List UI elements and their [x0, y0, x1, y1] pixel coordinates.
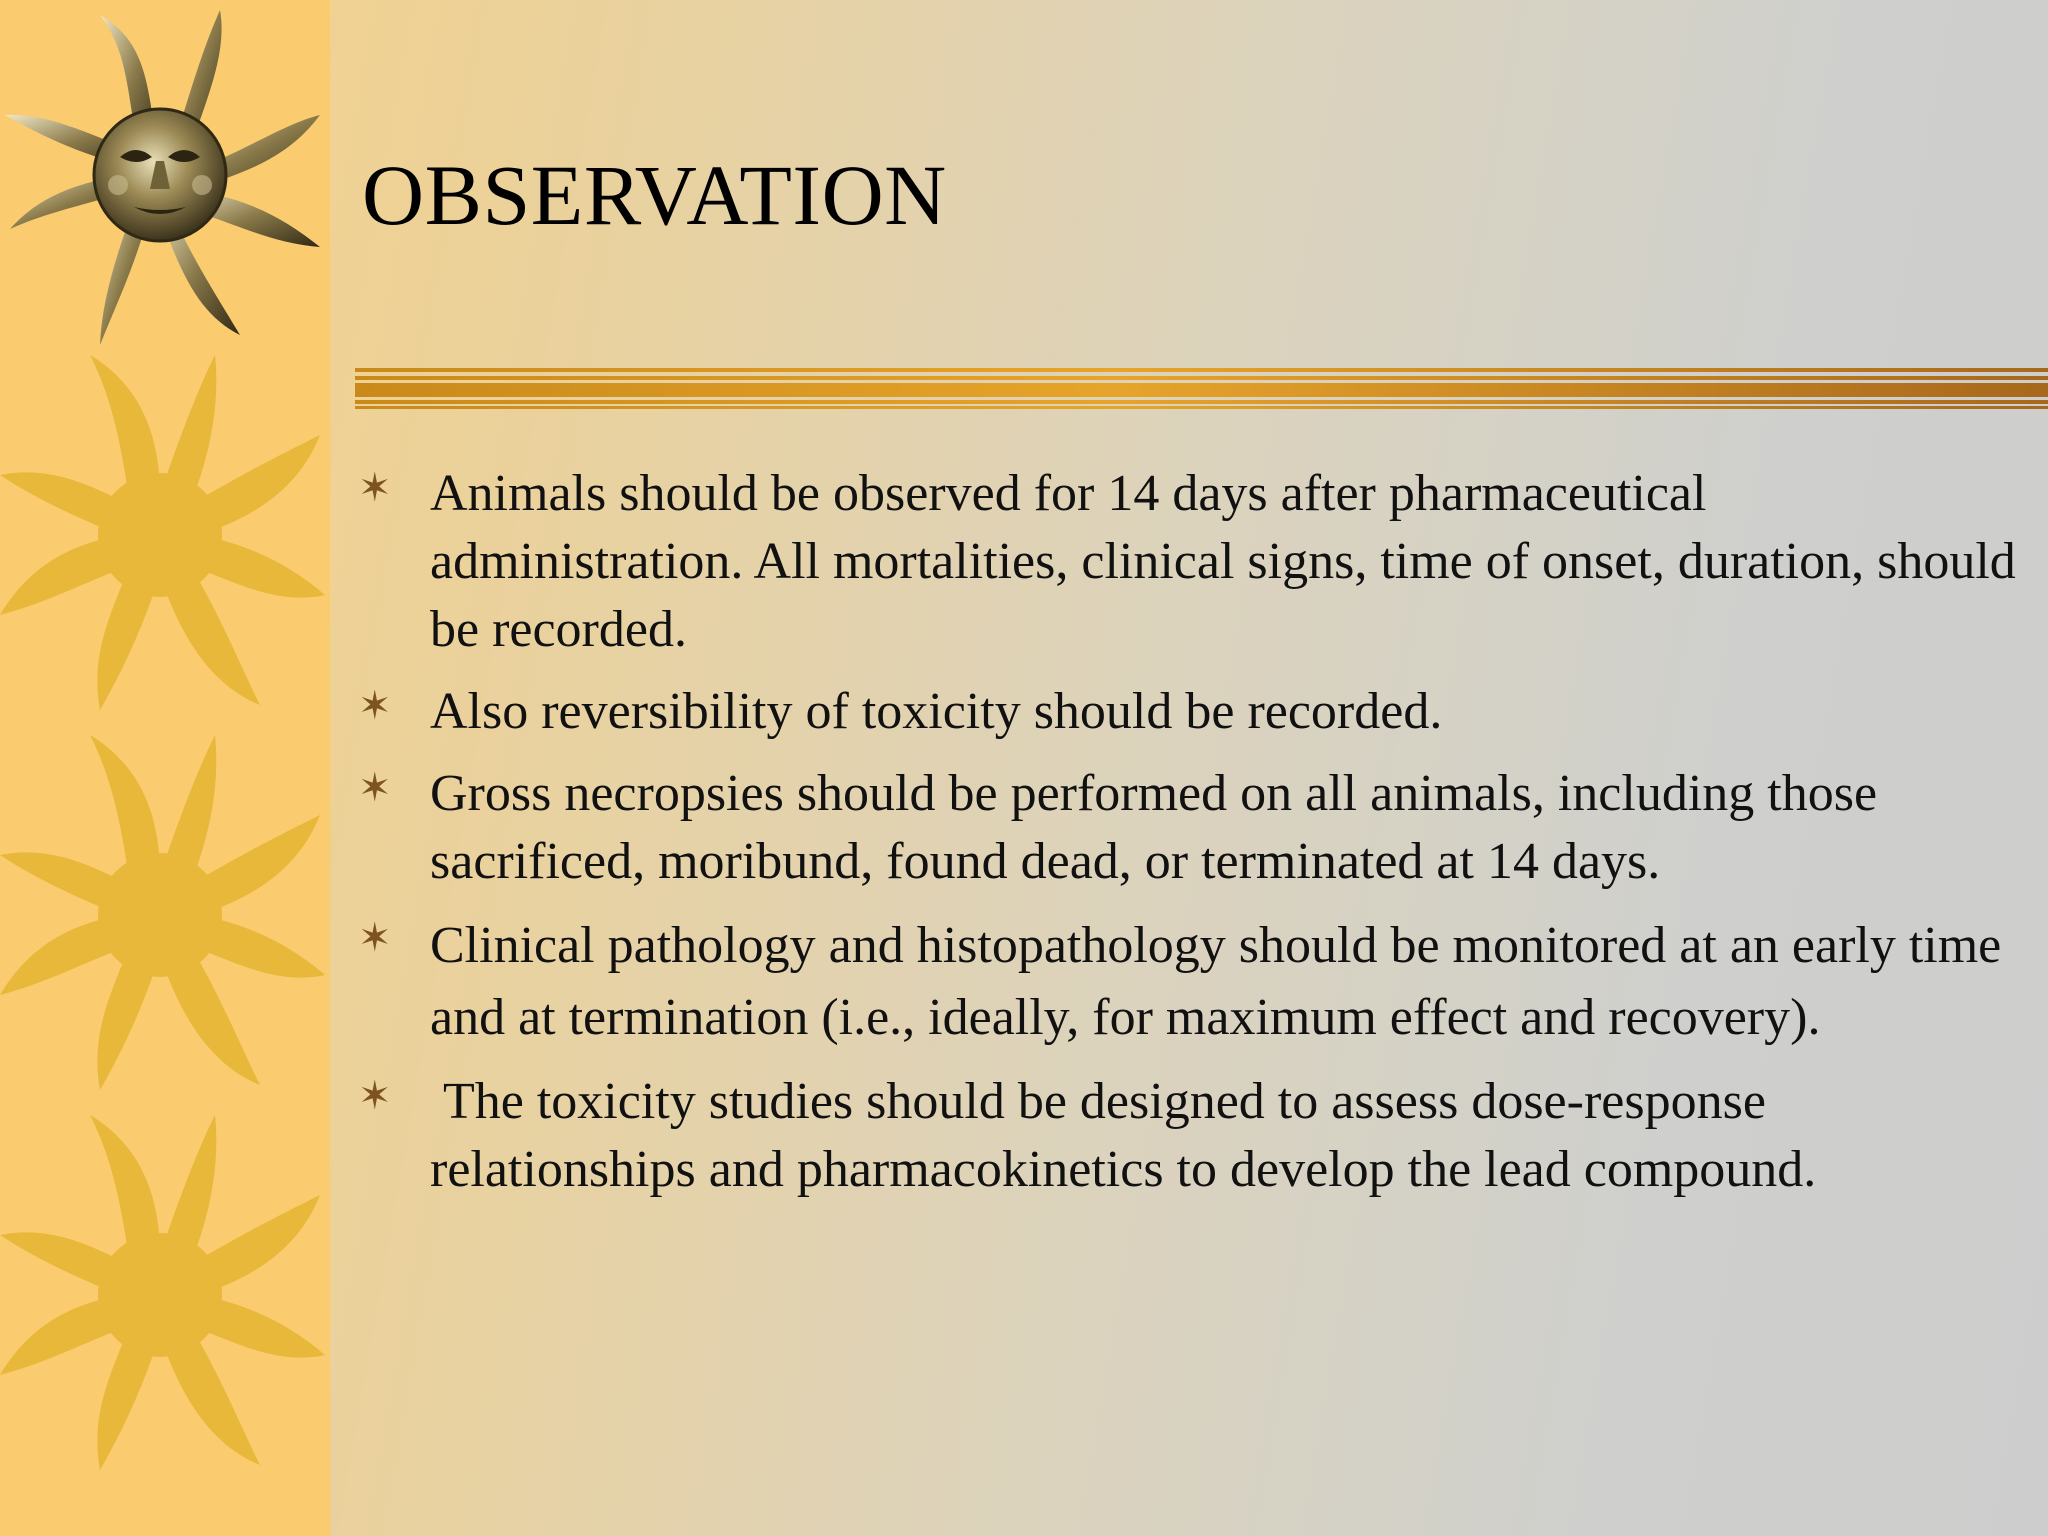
slide-title: OBSERVATION: [362, 147, 947, 243]
decorative-sidebar: [0, 0, 330, 1536]
sun-decoration-icon: [0, 725, 330, 1105]
title-divider: [355, 368, 2048, 410]
bullet-text: Animals should be observed for 14 days after pharmaceutical administration. All mortalities, clinical signs, time of onset, duration, should be recorded.: [430, 465, 2016, 658]
bullet-text: The toxicity studies should be designed to assess dose-response relationships and pharmacokinetics to develop the lead compound.: [430, 1073, 1817, 1198]
list-item: [358, 678, 2018, 746]
six-point-star-icon: ✶: [358, 765, 392, 810]
sun-decoration-icon: [0, 345, 330, 725]
list-item: [358, 760, 2018, 896]
bullet-text: Gross necropsies should be performed on all animals, including those sacrificed, moribund, found dead, or terminated at 14 days.: [430, 765, 1878, 890]
sun-decoration-icon: [0, 1105, 330, 1485]
metallic-sun-face-icon: [0, 0, 330, 345]
list-item: [358, 1068, 2018, 1204]
six-point-star-icon: ✶: [358, 915, 392, 960]
bullet-text: Also reversibility of toxicity should be recorded.: [430, 683, 1443, 740]
list-item: [358, 910, 2018, 1054]
six-point-star-icon: ✶: [358, 465, 392, 510]
bullet-text: Clinical pathology and histopathology should be monitored at an early time and at termination (i.e., ideally, for maximum effect and recovery).: [430, 917, 2002, 1046]
six-point-star-icon: ✶: [358, 1073, 392, 1118]
bullet-list: [358, 460, 2018, 1218]
six-point-star-icon: ✶: [358, 683, 392, 728]
list-item: [358, 460, 2018, 664]
